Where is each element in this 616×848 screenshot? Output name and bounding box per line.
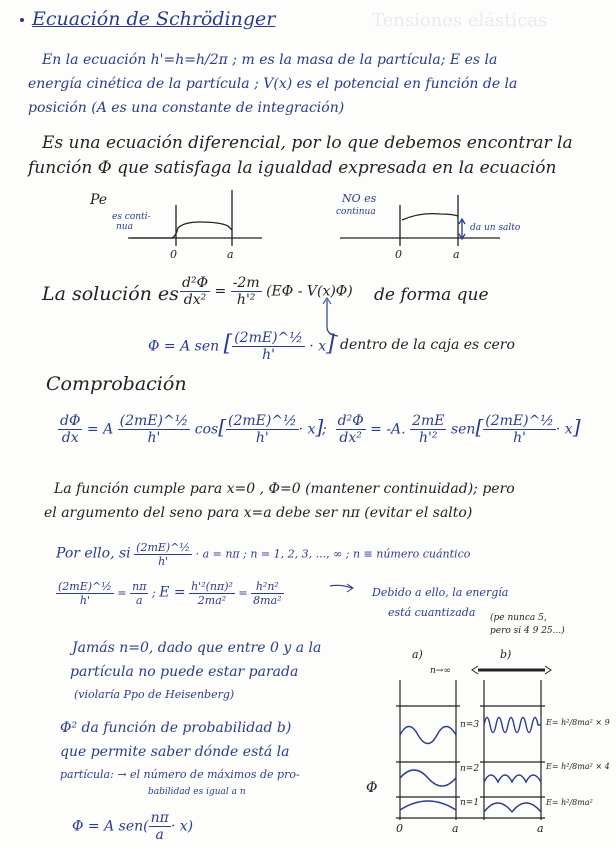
- diag-e9: E= h²/8ma² × 9: [546, 718, 610, 727]
- q-f2-den: a: [136, 594, 143, 607]
- graph-left-note-2: nua: [116, 222, 133, 232]
- q-E: E =: [159, 584, 186, 601]
- graph-left-xa: a: [227, 248, 234, 261]
- d1-fden: h': [147, 430, 161, 446]
- porello-line: [56, 541, 470, 568]
- diag-x0: 0: [396, 822, 403, 835]
- quant-note-3: (pe nunca 5,: [490, 613, 547, 623]
- graph-right-no-2: continua: [336, 207, 376, 217]
- diag-a-label: a): [412, 648, 423, 661]
- d1-bnum: (2mE)^½: [228, 413, 297, 429]
- solution-eq: [180, 275, 353, 308]
- d2-fden: h'²: [419, 430, 438, 446]
- d1-den: dx: [61, 430, 79, 446]
- diag-ninf: n→∞: [430, 666, 451, 676]
- quant-note-4: pero si 4 9 25...): [490, 626, 565, 636]
- bleed-title: Tensiones elásticas: [372, 10, 548, 31]
- graph-right-xa: a: [453, 248, 460, 261]
- q-f1-num: (2mE)^½: [58, 580, 112, 593]
- d2-x: · x: [555, 421, 573, 438]
- intro-line-1: En la ecuación h'=h=h/2π ; m es la masa de la partícula; E es la: [42, 52, 498, 68]
- porello-tail: · a = nπ ; n = 1, 2, 3, ..., ∞ ; n ≡ número cuántico: [195, 547, 471, 561]
- d2-den: dx²: [339, 430, 362, 446]
- q-sep: ;: [151, 586, 156, 600]
- never-line-3: (violaría Ppo de Heisenberg): [74, 688, 235, 701]
- sol-rhs-tail: (EΦ - V(x)Φ): [266, 283, 353, 300]
- prob-line-3: partícula: → el número de máximos de pro-: [60, 768, 300, 781]
- diag-n2: n=2: [460, 764, 480, 774]
- cond-line-2: el argumento del seno para x=a debe ser nπ (evitar el salto): [44, 505, 473, 521]
- q-f4-den: 8ma²: [253, 594, 282, 607]
- d2-sen: sen: [450, 421, 476, 438]
- phi-eq: Φ = A sen [ $\frac{\text{(2mE)\textasciicircum{}½}}{h'}$ · x]: [148, 330, 335, 363]
- diag-n3: n=3: [460, 720, 480, 730]
- diff-line-2: función Φ que satisfaga la igualdad expresada en la ecuación: [28, 158, 557, 178]
- intro-line-3: posición (A es una constante de integración): [28, 100, 345, 116]
- q-f3-num: h'²(nπ)²: [191, 580, 233, 593]
- never-line-2: partícula no puede estar parada: [70, 664, 299, 680]
- diag-xa2: a: [537, 822, 544, 835]
- prob-line-1: Φ² da función de probabilidad b): [60, 720, 292, 736]
- graph-right-no-1: NO es: [342, 192, 377, 205]
- q-eq2: =: [238, 586, 248, 600]
- q-eq: =: [117, 586, 127, 600]
- q-f2-num: nπ: [132, 580, 147, 593]
- phi-num: (2mE)^½: [234, 330, 303, 346]
- sol-lhs-den: dx²: [183, 292, 207, 308]
- sol-rhs-num: -2m: [232, 275, 260, 291]
- d2-mid: = -A.: [370, 421, 406, 438]
- d1-x: · x: [298, 421, 316, 438]
- diag-phi: Φ: [366, 780, 378, 796]
- page-title: Ecuación de Schrödinger: [32, 8, 276, 30]
- phi-tail: · x: [309, 338, 327, 355]
- diag-e1: E= h²/8ma²: [546, 798, 593, 807]
- check-eq-1: $\frac{d\Phi}{dx}$ = A $\frac{\text{(2mE)\textasciicircum{}½}}{h'}$ cos[ $\frac{\text{(2mE)\textasciicircum{}½}}{h'}$ · x]: [60, 413, 324, 446]
- check-eq-2: ; $\frac{\text{d²Φ}}{\text{dx²}}$ = -A. $\frac{2mE}{\text{h'²}}$ sen[ $\frac{\text{(2mE)\textasciicircum{}½}}{h'}$ · x]: [322, 413, 581, 446]
- quant-note-1: Debido a ello, la energía: [372, 586, 509, 599]
- solution-tail: de forma que: [374, 285, 489, 305]
- porello-fden: h': [158, 555, 169, 568]
- solution-lead: La solución es: [42, 283, 179, 305]
- graph-right-note: da un salto: [470, 223, 521, 233]
- graph-left-x0: 0: [170, 248, 177, 261]
- d1-num: dΦ: [60, 413, 81, 429]
- graph-right-x0: 0: [395, 248, 402, 261]
- diag-n1: n=1: [460, 798, 480, 808]
- quant-line: [56, 580, 284, 607]
- diag-e4: E= h²/8ma² × 4: [546, 762, 610, 771]
- d1-bden: h': [255, 430, 269, 446]
- never-line-1: Jamás n=0, dado que entre 0 y a la: [72, 640, 322, 656]
- diag-xa1: a: [452, 822, 459, 835]
- final-eq: Φ = A sen( $\frac{n\pi}{a}$ · x): [72, 810, 194, 843]
- phi-note: dentro de la caja es cero: [340, 337, 515, 353]
- phi-den: h': [262, 347, 275, 363]
- d2-bden: h': [513, 430, 526, 446]
- q-f1-den: h': [79, 594, 91, 607]
- graph-left-note-1: es conti-: [112, 212, 151, 222]
- final-lhs: Φ = A sen: [72, 818, 144, 835]
- d2-fnum: 2mE: [412, 413, 445, 429]
- intro-line-2: energía cinética de la partícula ; V(x) es el potencial en función de la: [28, 76, 518, 92]
- sol-eq1: =: [214, 283, 227, 300]
- check-heading: Comprobación: [46, 373, 187, 395]
- porello-lead: Por ello, si: [56, 545, 131, 562]
- cond-line-1: La función cumple para x=0 , Φ=0 (mantener continuidad); pero: [54, 481, 515, 497]
- d1-cos: cos: [194, 421, 219, 438]
- sol-rhs-den: h'²: [236, 292, 256, 308]
- porello-fnum: (2mE)^½: [136, 541, 191, 554]
- final-x: · x: [170, 818, 188, 835]
- diag-b-label: b): [500, 648, 512, 661]
- d1-mid: = A: [86, 421, 114, 438]
- phi-prefix: Φ = A sen: [148, 338, 220, 355]
- graph-left-p: Pe: [90, 192, 108, 208]
- q-f4-num: h²n²: [251, 580, 283, 594]
- diff-line-1: Es una ecuación diferencial, por lo que debemos encontrar la: [42, 133, 573, 153]
- q-f3-den: 2ma²: [197, 594, 227, 607]
- sol-lhs-num: d²Φ: [182, 275, 209, 291]
- final-num: nπ: [150, 810, 169, 826]
- d1-fnum: (2mE)^½: [119, 413, 189, 429]
- prob-line-4: babilidad es igual a n: [148, 787, 246, 797]
- d2-bnum: (2mE)^½: [485, 413, 554, 429]
- quant-note-2: está cuantizada: [388, 606, 476, 619]
- d2-num: d²Φ: [337, 413, 364, 429]
- prob-line-2: que permite saber dónde está la: [60, 744, 290, 760]
- final-den: a: [155, 827, 164, 843]
